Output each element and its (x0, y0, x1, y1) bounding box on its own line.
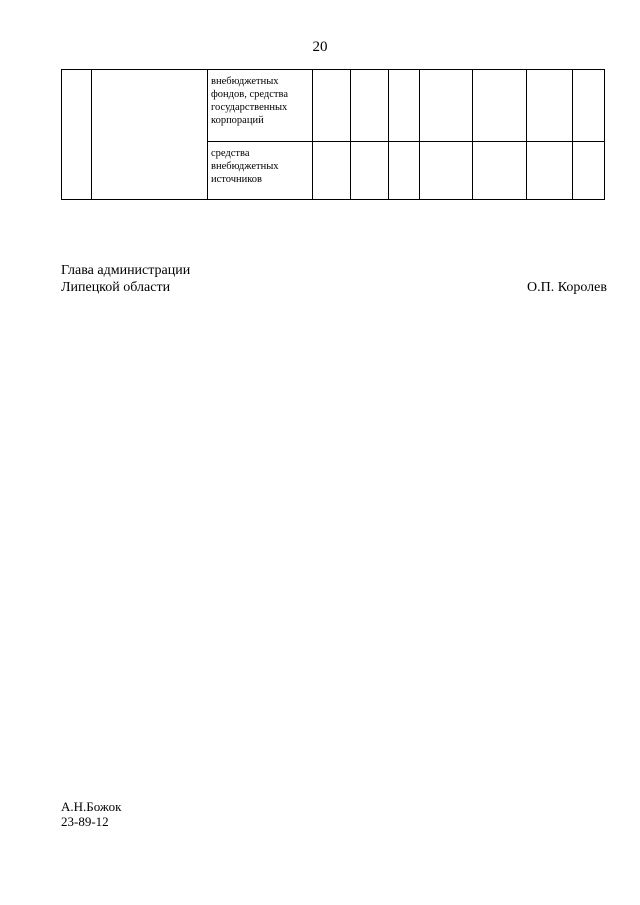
funding-source-line: государственных (211, 102, 288, 113)
value-cell (351, 70, 389, 142)
value-cell (389, 70, 420, 142)
value-cell (473, 70, 527, 142)
value-cell (420, 142, 473, 200)
executor-name: А.Н.Божок (61, 799, 122, 814)
value-cell (527, 70, 573, 142)
signer-position-line-2: Липецкой области (61, 280, 171, 295)
funding-source-line: фондов, средства (211, 89, 288, 100)
funding-source-line: средства (211, 148, 250, 159)
executor-phone: 23-89-12 (61, 814, 109, 829)
value-cell (420, 70, 473, 142)
page-number: 20 (312, 39, 328, 55)
value-cell (573, 70, 605, 142)
signer-position-line-1: Глава администрации (61, 263, 191, 278)
value-cell (573, 142, 605, 200)
funding-source-line: источников (211, 174, 263, 185)
funding-source-line: внебюджетных (211, 76, 279, 87)
budget-table (61, 69, 605, 200)
number-cell (62, 70, 92, 200)
value-cell (527, 142, 573, 200)
value-cell (313, 142, 351, 200)
funding-source-line: внебюджетных (211, 161, 279, 172)
value-cell (389, 142, 420, 200)
name-cell (92, 70, 208, 200)
signer-name: О.П. Королев (527, 280, 607, 295)
table-row (62, 70, 605, 142)
funding-source-cell (208, 70, 313, 142)
value-cell (351, 142, 389, 200)
value-cell (313, 70, 351, 142)
funding-source-line: корпораций (211, 115, 264, 126)
funding-source-cell (208, 142, 313, 200)
value-cell (473, 142, 527, 200)
